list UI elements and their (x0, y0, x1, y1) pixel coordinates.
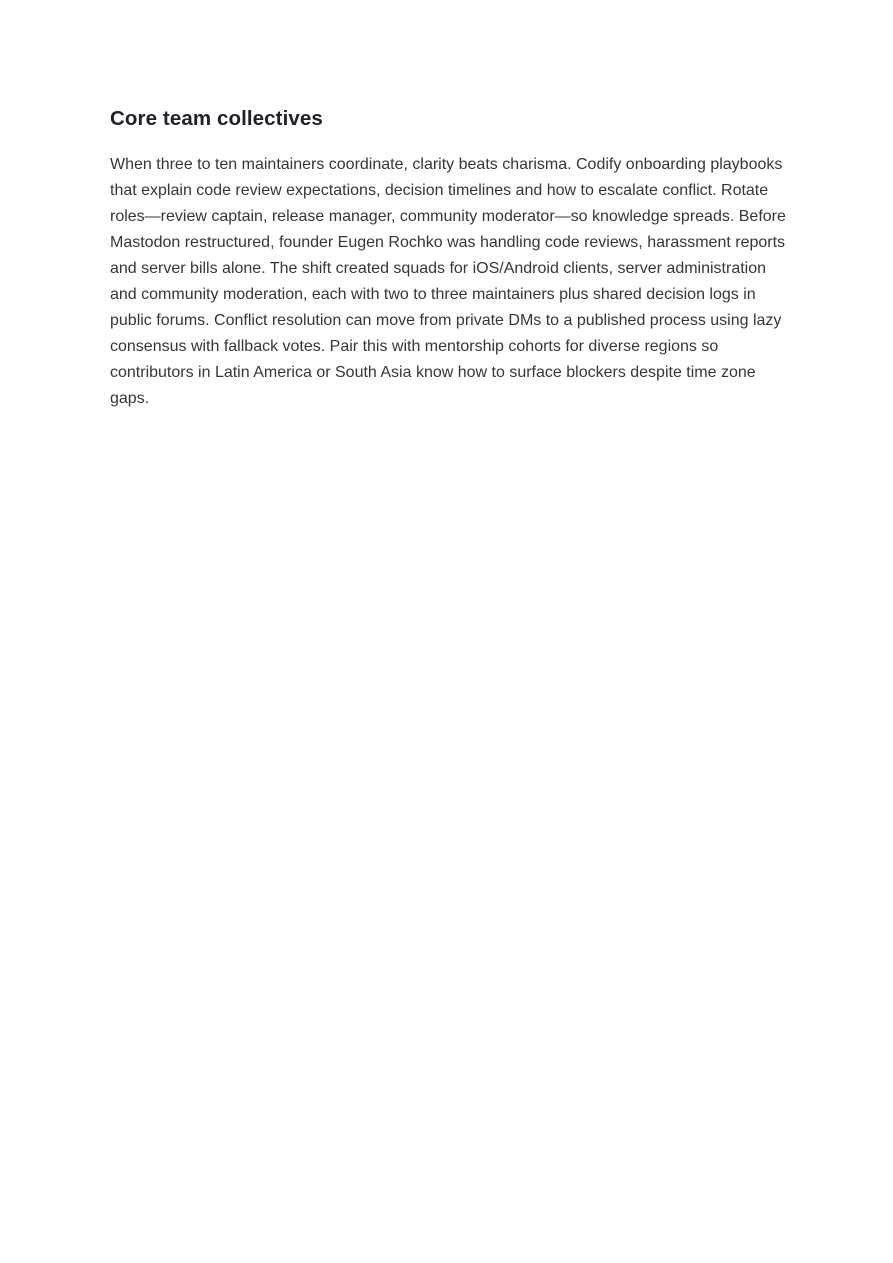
document-content (110, 107, 786, 412)
body-paragraph: When three to ten maintainers coordinate, clarity beats charisma. Codify onboarding playbooks that explain code review expectations, decision timelines and how to escalate conflict. Rotate roles—review captain, release manager, community moderator—so knowledge spreads. Before Mastodon restructured, founder Eugen Rochko was handling code reviews, harassment reports and server bills alone. The shift created squads for iOS/Android clients, server administration and community moderation, each with two to three maintainers plus shared decision logs in public forums. Conflict resolution can move from private DMs to a published process using lazy consensus with fallback votes. Pair this with mentorship cohorts for diverse regions so contributors in Latin America or South Asia know how to surface blockers despite time zone gaps. (110, 156, 786, 407)
page-title: Core team collectives (110, 107, 323, 130)
